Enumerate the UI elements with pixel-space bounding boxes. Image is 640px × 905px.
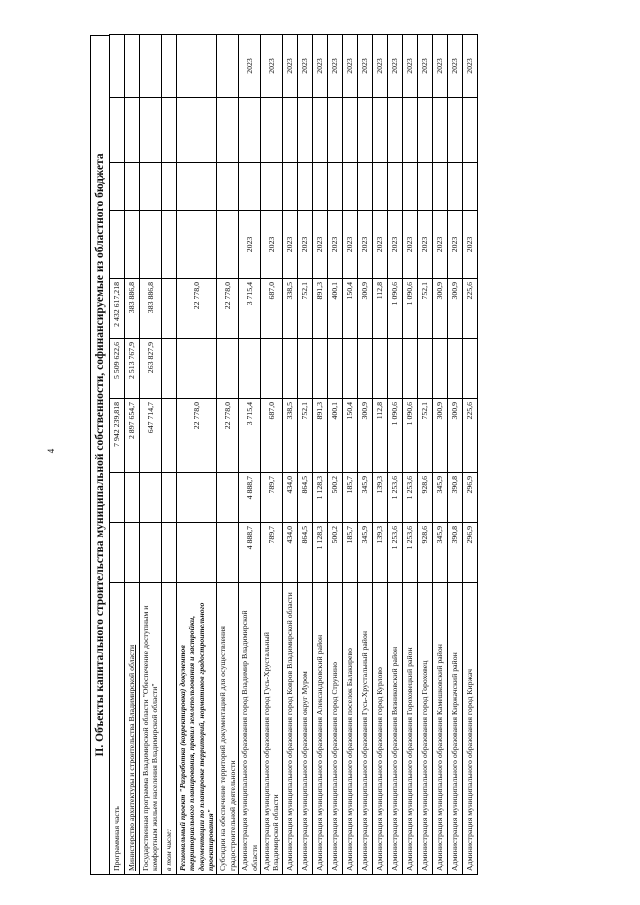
table-row [282, 35, 297, 875]
amount-cell: 300,9 [432, 399, 447, 473]
row-label: Администрация муниципального образования Вязниковский район [387, 583, 402, 875]
year-cell [217, 211, 239, 279]
year-cell: 2023 [239, 35, 261, 98]
amount-cell [125, 523, 140, 583]
table-row [357, 35, 372, 875]
year-cell: 2023 [327, 35, 342, 98]
amount-cell: 22 778,0 [176, 279, 217, 339]
year-cell [125, 98, 140, 163]
year-cell [110, 163, 125, 211]
amount-cell: 345,9 [432, 473, 447, 523]
year-cell [110, 98, 125, 163]
amount-cell: 752,1 [297, 399, 312, 473]
year-cell [297, 163, 312, 211]
year-cell [140, 211, 162, 279]
year-cell: 2023 [432, 211, 447, 279]
table-row [417, 35, 432, 875]
amount-cell: 752,1 [417, 399, 432, 473]
year-cell [217, 163, 239, 211]
amount-cell: 434,0 [282, 473, 297, 523]
year-cell [372, 163, 387, 211]
table-row [161, 35, 176, 875]
amount-cell: 7 942 239,818 [110, 399, 125, 473]
year-cell: 2023 [432, 35, 447, 98]
amount-cell: 400,1 [327, 399, 342, 473]
row-label: Администрация муниципального образования Гусь-Хрустальный район [357, 583, 372, 875]
amount-cell: 300,9 [447, 399, 462, 473]
amount-cell: 150,4 [342, 399, 357, 473]
table-row [176, 35, 217, 875]
amount-cell [342, 339, 357, 399]
amount-cell [217, 473, 239, 523]
amount-cell: 891,3 [312, 279, 327, 339]
amount-cell: 2 513 767,9 [125, 339, 140, 399]
row-label: Программная часть [110, 583, 125, 875]
year-cell [161, 211, 176, 279]
amount-cell: 300,9 [432, 279, 447, 339]
rotated-document [90, 35, 640, 875]
amount-cell [140, 523, 162, 583]
year-cell [342, 98, 357, 163]
amount-cell [261, 339, 283, 399]
year-cell [402, 163, 417, 211]
row-label: Государственная программа Владимирской области "Обеспечение доступным и комфортным жильем населения Владимирской области" [140, 583, 162, 875]
amount-cell: 112,8 [372, 399, 387, 473]
amount-cell: 345,9 [432, 523, 447, 583]
year-cell: 2023 [417, 35, 432, 98]
row-label: Администрация муниципального образования город Струнино [327, 583, 342, 875]
year-cell: 2023 [447, 211, 462, 279]
amount-cell: 1 090,6 [387, 279, 402, 339]
table-body [110, 35, 478, 875]
budget-table [109, 34, 478, 875]
amount-cell: 139,3 [372, 473, 387, 523]
amount-cell: 5 509 622,6 [110, 339, 125, 399]
amount-cell: 3 715,4 [239, 279, 261, 339]
year-cell: 2023 [261, 35, 283, 98]
amount-cell [447, 339, 462, 399]
year-cell [447, 98, 462, 163]
year-cell [312, 163, 327, 211]
year-cell [110, 35, 125, 98]
amount-cell: 1 253,6 [402, 473, 417, 523]
year-cell: 2023 [402, 35, 417, 98]
year-cell [387, 98, 402, 163]
amount-cell: 789,7 [261, 523, 283, 583]
row-label: Субсидии на обеспечение территорий документацией для осуществления градостроительной деятельности [217, 583, 239, 875]
year-cell [176, 35, 217, 98]
amount-cell: 150,4 [342, 279, 357, 339]
table-row [261, 35, 283, 875]
amount-cell: 22 778,0 [217, 399, 239, 473]
amount-cell: 687,0 [261, 279, 283, 339]
amount-cell [217, 339, 239, 399]
row-label: Администрация муниципального образования Гороховецкий район [402, 583, 417, 875]
amount-cell: 22 778,0 [217, 279, 239, 339]
amount-cell: 500,2 [327, 523, 342, 583]
amount-cell: 864,5 [297, 473, 312, 523]
amount-cell: 1 090,6 [387, 399, 402, 473]
row-label: в том числе: [161, 583, 176, 875]
year-cell [161, 35, 176, 98]
table-row [372, 35, 387, 875]
amount-cell: 1 090,6 [402, 399, 417, 473]
year-cell [372, 98, 387, 163]
year-cell: 2023 [342, 35, 357, 98]
amount-cell [282, 339, 297, 399]
year-cell: 2023 [297, 211, 312, 279]
year-cell [462, 98, 477, 163]
year-cell: 2023 [402, 211, 417, 279]
row-label: Администрация муниципального образования Александровский район [312, 583, 327, 875]
table-row [447, 35, 462, 875]
year-cell [297, 98, 312, 163]
table-row [387, 35, 402, 875]
year-cell: 2023 [387, 211, 402, 279]
year-cell [140, 35, 162, 98]
amount-cell [161, 399, 176, 473]
table-row [125, 35, 140, 875]
amount-cell: 1 253,6 [387, 473, 402, 523]
year-cell [327, 163, 342, 211]
table-row [402, 35, 417, 875]
amount-cell: 928,6 [417, 523, 432, 583]
amount-cell: 185,7 [342, 523, 357, 583]
table-row [140, 35, 162, 875]
amount-cell [110, 473, 125, 523]
year-cell: 2023 [261, 211, 283, 279]
year-cell [261, 98, 283, 163]
year-cell [342, 163, 357, 211]
year-cell [217, 98, 239, 163]
amount-cell [176, 473, 217, 523]
amount-cell: 185,7 [342, 473, 357, 523]
amount-cell: 300,9 [357, 399, 372, 473]
year-cell [261, 163, 283, 211]
table-row [432, 35, 447, 875]
year-cell: 2023 [372, 211, 387, 279]
year-cell [140, 163, 162, 211]
amount-cell: 1 128,3 [312, 523, 327, 583]
amount-cell [161, 339, 176, 399]
row-label: Администрация муниципального образования поселок Балакирево [342, 583, 357, 875]
amount-cell [140, 473, 162, 523]
amount-cell [462, 339, 477, 399]
year-cell [176, 98, 217, 163]
year-cell: 2023 [282, 211, 297, 279]
year-cell [125, 35, 140, 98]
year-cell [140, 98, 162, 163]
row-label: Региональный проект "Разработка (корректировка) документов территориального планирования, правил землепользования и застройки, документации по планировке территорий, нормативов градостроительного проектирования" [176, 583, 217, 875]
row-label: Администрация муниципального образования город Киржач [462, 583, 477, 875]
section-title: II. Объекты капитального строительства муниципальной собственности, софинансируемые из областного бюджета [90, 35, 110, 875]
amount-cell: 338,5 [282, 399, 297, 473]
row-label: Администрация муниципального образования Киржачский район [447, 583, 462, 875]
amount-cell [312, 339, 327, 399]
year-cell [357, 163, 372, 211]
year-cell: 2023 [417, 211, 432, 279]
amount-cell: 1 253,6 [402, 523, 417, 583]
amount-cell: 647 714,7 [140, 399, 162, 473]
year-cell: 2023 [447, 35, 462, 98]
year-cell [417, 163, 432, 211]
amount-cell: 390,8 [447, 523, 462, 583]
amount-cell [297, 339, 312, 399]
year-cell: 2023 [357, 35, 372, 98]
amount-cell [402, 339, 417, 399]
year-cell [447, 163, 462, 211]
amount-cell: 296,9 [462, 523, 477, 583]
table-row [217, 35, 239, 875]
year-cell [462, 163, 477, 211]
year-cell: 2023 [387, 35, 402, 98]
amount-cell [217, 523, 239, 583]
amount-cell: 300,9 [447, 279, 462, 339]
row-label: Министерство архитектуры и строительства Владимирской области [125, 583, 140, 875]
amount-cell: 383 886,8 [140, 279, 162, 339]
amount-cell [432, 339, 447, 399]
year-cell [217, 35, 239, 98]
year-cell [176, 163, 217, 211]
amount-cell [239, 339, 261, 399]
table-row [462, 35, 477, 875]
amount-cell: 400,1 [327, 279, 342, 339]
amount-cell: 3 715,4 [239, 399, 261, 473]
amount-cell: 928,6 [417, 473, 432, 523]
amount-cell: 789,7 [261, 473, 283, 523]
table-row [327, 35, 342, 875]
row-label: Администрация муниципального образования Камешковский район [432, 583, 447, 875]
amount-cell [372, 339, 387, 399]
year-cell [282, 98, 297, 163]
year-cell [432, 163, 447, 211]
year-cell: 2023 [312, 211, 327, 279]
row-label: Администрация муниципального образования город Гороховец [417, 583, 432, 875]
year-cell [417, 98, 432, 163]
amount-cell: 4 888,7 [239, 523, 261, 583]
amount-cell: 1 128,3 [312, 473, 327, 523]
year-cell [327, 98, 342, 163]
page-number: 4 [46, 448, 56, 454]
amount-cell: 300,9 [357, 279, 372, 339]
amount-cell: 296,9 [462, 473, 477, 523]
row-label: Администрация муниципального образования город Ковров Владимирской области [282, 583, 297, 875]
table-row [110, 35, 125, 875]
amount-cell: 383 886,8 [125, 279, 140, 339]
year-cell: 2023 [462, 211, 477, 279]
year-cell [125, 163, 140, 211]
table-row [239, 35, 261, 875]
amount-cell: 225,6 [462, 399, 477, 473]
year-cell [110, 211, 125, 279]
year-cell [125, 211, 140, 279]
year-cell [176, 211, 217, 279]
amount-cell [327, 339, 342, 399]
row-label: Администрация муниципального образования город Владимир Владимирской области [239, 583, 261, 875]
row-label: Администрация муниципального образования город Гусь-Хрустальный Владимирской области [261, 583, 283, 875]
amount-cell [161, 523, 176, 583]
amount-cell: 4 888,7 [239, 473, 261, 523]
amount-cell [125, 473, 140, 523]
amount-cell: 345,9 [357, 523, 372, 583]
year-cell [161, 163, 176, 211]
amount-cell: 752,1 [297, 279, 312, 339]
amount-cell: 434,0 [282, 523, 297, 583]
table-row [342, 35, 357, 875]
amount-cell [417, 339, 432, 399]
amount-cell [161, 473, 176, 523]
year-cell: 2023 [282, 35, 297, 98]
amount-cell: 891,3 [312, 399, 327, 473]
amount-cell: 864,5 [297, 523, 312, 583]
amount-cell: 22 778,0 [176, 399, 217, 473]
row-label: Администрация муниципального образования округ Муром [297, 583, 312, 875]
year-cell [312, 98, 327, 163]
year-cell: 2023 [312, 35, 327, 98]
amount-cell: 1 090,6 [402, 279, 417, 339]
amount-cell: 390,8 [447, 473, 462, 523]
amount-cell: 139,3 [372, 523, 387, 583]
amount-cell [176, 523, 217, 583]
amount-cell: 1 253,6 [387, 523, 402, 583]
year-cell: 2023 [327, 211, 342, 279]
year-cell: 2023 [239, 211, 261, 279]
year-cell [387, 163, 402, 211]
year-cell [239, 98, 261, 163]
year-cell [432, 98, 447, 163]
amount-cell [161, 279, 176, 339]
amount-cell: 225,6 [462, 279, 477, 339]
amount-cell: 2 897 654,7 [125, 399, 140, 473]
amount-cell: 263 827,9 [140, 339, 162, 399]
year-cell: 2023 [357, 211, 372, 279]
table-row [297, 35, 312, 875]
year-cell [161, 98, 176, 163]
year-cell [239, 163, 261, 211]
amount-cell [176, 339, 217, 399]
amount-cell: 500,2 [327, 473, 342, 523]
amount-cell: 345,9 [357, 473, 372, 523]
table-row [312, 35, 327, 875]
amount-cell: 687,0 [261, 399, 283, 473]
amount-cell: 2 432 617,218 [110, 279, 125, 339]
amount-cell [110, 523, 125, 583]
amount-cell: 338,5 [282, 279, 297, 339]
year-cell [402, 98, 417, 163]
year-cell: 2023 [297, 35, 312, 98]
amount-cell: 752,1 [417, 279, 432, 339]
year-cell [282, 163, 297, 211]
row-label: Администрация муниципального образования город Курлово [372, 583, 387, 875]
year-cell: 2023 [372, 35, 387, 98]
year-cell [357, 98, 372, 163]
year-cell: 2023 [462, 35, 477, 98]
amount-cell [357, 339, 372, 399]
amount-cell [387, 339, 402, 399]
year-cell: 2023 [342, 211, 357, 279]
amount-cell: 112,8 [372, 279, 387, 339]
